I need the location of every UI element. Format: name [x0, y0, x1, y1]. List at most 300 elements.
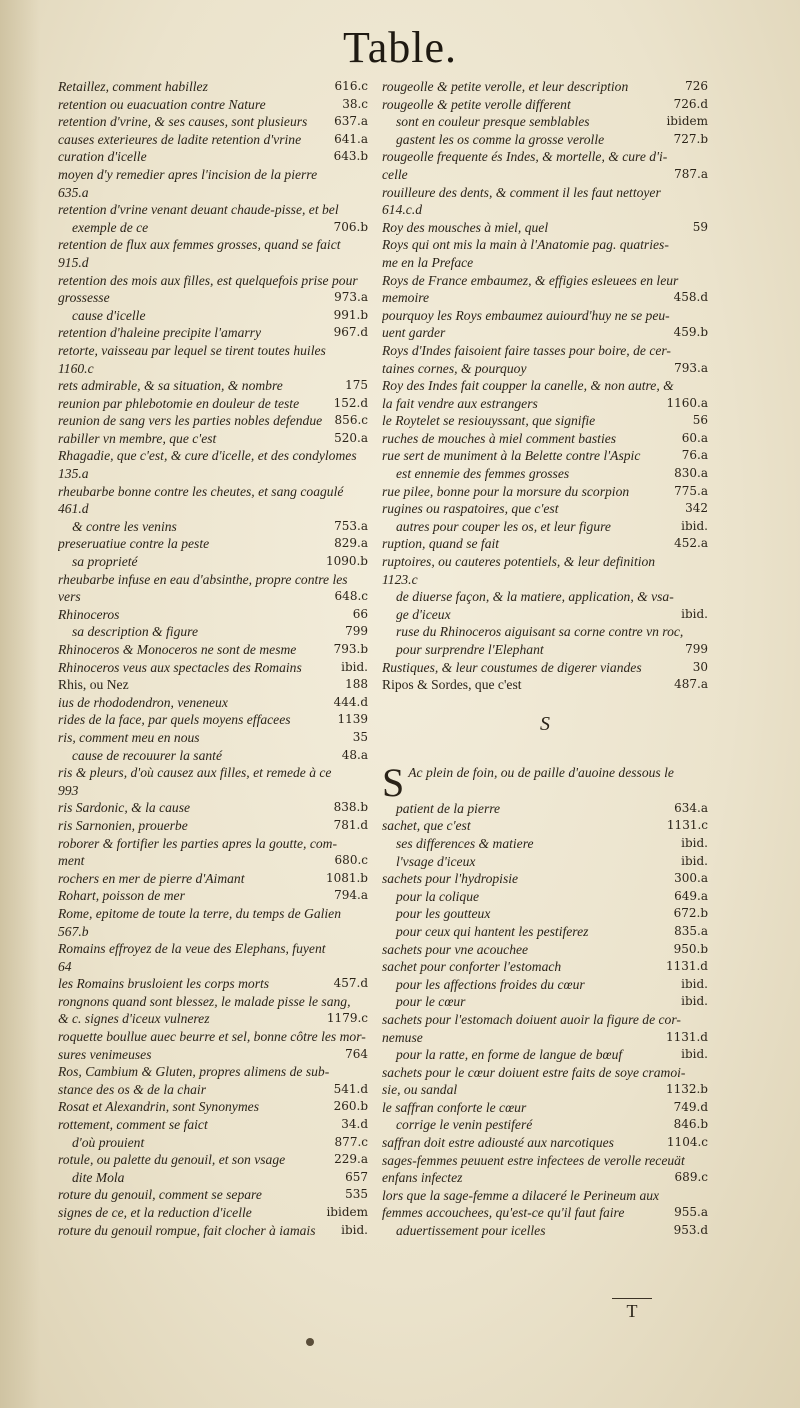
index-entry: [58, 377, 368, 395]
entry-text: pour les goutteux: [396, 906, 491, 922]
entry-text: & c. signes d'iceux vulnerez: [58, 1011, 210, 1027]
index-entry: [58, 131, 368, 149]
index-entry: [58, 1116, 368, 1134]
page-reference: 973.a: [334, 290, 368, 305]
page-reference: 152.d: [333, 395, 368, 410]
page-title: Table.: [342, 23, 458, 72]
entry-text: ris Sardonic, & la cause: [58, 800, 191, 816]
entry-text: lors que la sage-femme a dilaceré le Perineum aux: [382, 1187, 660, 1203]
index-entry: [58, 324, 368, 342]
entry-text: memoire: [382, 290, 430, 306]
index-entry: [58, 483, 368, 501]
page-reference: 487.a: [674, 677, 708, 692]
index-entry: [58, 940, 368, 958]
index-entry: [58, 694, 368, 712]
index-entry: [58, 254, 368, 272]
index-entry: [58, 641, 368, 659]
entry-text: sa description & figure: [72, 624, 198, 640]
page-reference: 829.a: [334, 536, 368, 551]
index-entry: [58, 1134, 368, 1152]
page-reference: 1132.b: [665, 1082, 708, 1097]
index-entry: [58, 623, 368, 641]
entry-text: enfans infectez: [382, 1170, 463, 1186]
entry-text: moyen d'y remedier apres l'incision de la pierre: [58, 166, 318, 182]
index-entry: [382, 571, 708, 589]
entry-text: ge d'iceux: [396, 606, 451, 622]
entry-text: ius de rhododendron, veneneux: [58, 694, 228, 710]
entry-text: Rosat et Alexandrin, sont Synonymes: [58, 1099, 259, 1115]
entry-text: celle: [382, 166, 408, 182]
index-entry: [382, 923, 708, 941]
index-entry: [382, 307, 708, 325]
entry-text: retention d'haleine precipite l'amarry: [58, 325, 262, 341]
index-entry: [382, 535, 708, 553]
index-entry: [58, 1098, 368, 1116]
entry-text: roquette boullue auec beurre et sel, bonne côtre les mor-: [58, 1029, 366, 1045]
entry-text: taines cornes, & pourquoy: [382, 360, 527, 376]
index-entry: [382, 1222, 708, 1240]
entry-text: pour la ratte, en forme de langue de bœuf: [396, 1047, 623, 1063]
page-reference: 1160.a: [666, 395, 708, 410]
page-reference: ibid.: [341, 659, 368, 674]
page-reference: ibid.: [681, 518, 708, 533]
entry-text: Roy des Indes fait coupper la canelle, & non autre, &: [382, 378, 674, 394]
entry-text: 135.a: [58, 466, 89, 482]
page-reference: 48.a: [341, 747, 368, 762]
index-entry: [58, 676, 368, 694]
entry-text: rougeolle & petite verolle, et leur description: [382, 79, 629, 94]
index-entry: [58, 236, 368, 254]
entry-text: Rome, epitome de toute la terre, du temps de Galien: [58, 905, 342, 921]
entry-text: curation d'icelle: [58, 149, 147, 165]
page-reference: 753.a: [334, 518, 368, 533]
index-entry: [58, 1169, 368, 1187]
page-reference: 781.d: [333, 817, 368, 832]
index-entry: [382, 412, 708, 430]
entry-text: 567.b: [58, 923, 89, 939]
page-reference: 680.c: [334, 853, 368, 868]
page-reference: 846.b: [673, 1117, 708, 1132]
entry-text: ris, comment meu en nous: [58, 729, 200, 745]
entry-text: rue sert de muniment à la Belette contre l'Aspic: [382, 448, 641, 464]
entry-text: & contre les venins: [72, 518, 177, 534]
entry-text: reunion de sang vers les parties nobles defendue: [58, 413, 323, 429]
entry-text: sages-femmes peuuent estre infectees de verolle receuät: [382, 1152, 685, 1168]
index-entry: [382, 166, 708, 184]
index-entry: [382, 800, 708, 818]
index-entry: [382, 976, 708, 994]
page-reference: 749.d: [673, 1099, 708, 1114]
page-reference: 30: [692, 659, 708, 674]
entry-text: patient de la pierre: [396, 800, 501, 816]
entry-text: 993: [58, 782, 79, 798]
entry-text: rabiller vn membre, que c'est: [58, 430, 217, 446]
page-reference: 38.c: [342, 96, 368, 111]
page-reference: 877.c: [334, 1134, 368, 1149]
index-entry: [58, 729, 368, 747]
index-entry: [382, 1187, 708, 1205]
page-reference: 637.a: [334, 114, 368, 129]
page-edge-shadow: [0, 0, 40, 1408]
entry-text: 915.d: [58, 254, 89, 270]
entry-text: rougeolle frequente és Indes, & mortelle, & cure d'i-: [382, 149, 668, 165]
page-reference: 56: [692, 413, 708, 428]
entry-text: Rhagadie, que c'est, & cure d'icelle, et des condylomes: [58, 448, 357, 464]
page-reference: 726.d: [673, 96, 708, 111]
entry-text: stance des os & de la chair: [58, 1081, 206, 1097]
entry-text: Rhis, ou Nez: [58, 677, 129, 693]
index-entry: [58, 958, 368, 976]
index-entry: [382, 254, 708, 272]
page-reference: 59: [692, 219, 708, 234]
entry-text: retention de flux aux femmes grosses, quand se faict: [58, 237, 341, 253]
index-entry: [382, 941, 708, 959]
index-entry: [58, 447, 368, 465]
ink-mark: [306, 1338, 314, 1346]
index-entry: [58, 852, 368, 870]
entry-text: retention d'vrine, & ses causes, sont plusieurs: [58, 114, 308, 130]
page-reference: 452.a: [674, 536, 708, 551]
index-entry: [58, 923, 368, 941]
index-entry: [382, 1011, 708, 1029]
page-reference: 188: [345, 677, 368, 692]
index-entry: [58, 764, 368, 782]
entry-text: sa proprieté: [72, 554, 138, 570]
index-entry: [382, 606, 708, 624]
entry-text: sachets pour l'hydropisie: [382, 871, 519, 887]
index-entry: [382, 236, 708, 254]
index-entry: [58, 1151, 368, 1169]
page-reference: 1131.c: [666, 818, 708, 833]
index-entry: [382, 993, 708, 1011]
page-reference: ibidem: [326, 1205, 368, 1219]
index-entry: [58, 395, 368, 413]
page-reference: 1139: [337, 712, 368, 727]
page-reference: ibid.: [341, 1222, 368, 1237]
index-entry: [382, 1204, 708, 1222]
index-entry: [58, 571, 368, 589]
entry-text: ruptoires, ou cauteres potentiels, & leur definition: [382, 554, 656, 570]
entry-text: pour surprendre l'Elephant: [396, 642, 544, 657]
page-reference: ibidem: [666, 114, 708, 129]
index-entry: [382, 289, 708, 307]
index-entry: [58, 1010, 368, 1028]
entry-text: de diuerse façon, & la matiere, application, & vsa-: [396, 589, 674, 605]
index-entry: [382, 764, 708, 800]
entry-text: causes exterieures de ladite retention d'vrine: [58, 131, 302, 147]
index-entry: [58, 817, 368, 835]
index-entry: [58, 835, 368, 853]
index-entry: [382, 219, 708, 237]
index-entry: [58, 588, 368, 606]
index-entry: [58, 870, 368, 888]
entry-text: roture du genouil rompue, fait clocher à iamais: [58, 1222, 316, 1238]
index-entry: [58, 782, 368, 800]
entry-text: 64: [58, 958, 72, 974]
page-reference: 60.a: [681, 430, 708, 445]
entry-text: Rhinoceros: [58, 606, 120, 622]
entry-text: rotule, ou palette du genouil, et son vsage: [58, 1152, 286, 1168]
entry-text: pour les affections froides du cœur: [396, 976, 585, 992]
entry-text: cause d'icelle: [72, 307, 146, 323]
index-entry: [382, 905, 708, 923]
index-entry: [382, 676, 708, 694]
entry-text: ris Sarnonien, prouerbe: [58, 817, 188, 833]
entry-text: corrige le venin pestiferé: [396, 1117, 533, 1133]
index-entry: [58, 711, 368, 729]
page-reference: ibid.: [681, 606, 708, 621]
page-reference: 300.a: [674, 871, 708, 886]
page-reference: 541.d: [333, 1081, 368, 1096]
entry-text: sures venimeuses: [58, 1046, 152, 1062]
entry-text: rides de la face, par quels moyens effacees: [58, 712, 291, 728]
entry-text: ruse du Rhinoceros aiguisant sa corne contre vn roc,: [396, 624, 684, 640]
entry-text: Rustiques, & leur coustumes de digerer viandes: [382, 659, 642, 675]
page-reference: 634.a: [674, 800, 708, 815]
entry-text: Romains effroyez de la veue des Elephans, fuyent: [58, 941, 326, 957]
page-reference: 1081.b: [325, 870, 368, 885]
index-entry: [382, 148, 708, 166]
right-index-column: [382, 78, 708, 1240]
index-entry: [382, 958, 708, 976]
entry-text: sont en couleur presque semblables: [396, 114, 590, 130]
page-reference: ibid.: [681, 835, 708, 850]
index-entry: [382, 395, 708, 413]
entry-text: sachets pour le cœur doiuent estre faits de soye cramoi-: [382, 1064, 686, 1080]
page-reference: 76.a: [681, 448, 708, 463]
page-reference: 1131.d: [665, 1029, 708, 1044]
page-reference: 34.d: [341, 1117, 368, 1132]
page-reference: ibid.: [681, 994, 708, 1009]
page-reference: 967.d: [333, 325, 368, 340]
index-entry: [382, 888, 708, 906]
entry-text: roborer & fortifier les parties apres la goutte, com-: [58, 835, 338, 851]
index-entry: [58, 201, 368, 219]
index-entry: [58, 166, 368, 184]
entry-text: grossesse: [58, 290, 110, 306]
page-reference: 458.d: [673, 290, 708, 305]
entry-text: pour ceux qui hantent les pestiferez: [396, 923, 589, 939]
index-entry: [58, 1204, 368, 1222]
index-entry: [58, 905, 368, 923]
index-entry: [58, 975, 368, 993]
index-entry: [382, 1064, 708, 1082]
page-reference: 764: [345, 1046, 368, 1061]
index-entry: [382, 1081, 708, 1099]
index-entry: [58, 412, 368, 430]
entry-text: retention des mois aux filles, est quelquefois prise pour: [58, 272, 358, 288]
entry-text: nemuse: [382, 1029, 423, 1045]
page-reference: 649.a: [674, 888, 708, 903]
page-reference: 706.b: [333, 219, 368, 234]
entry-text: Retaillez, comment habillez: [58, 79, 208, 94]
entry-text: rougeolle & petite verolle different: [382, 96, 571, 112]
index-entry: [58, 747, 368, 765]
entry-text: rongnons quand sont blessez, le malade pisse le sang,: [58, 993, 351, 1009]
entry-text: ris & pleurs, d'où causez aux filles, et remede à ce: [58, 765, 332, 781]
catchword: T: [612, 1298, 652, 1322]
page-reference: 799: [345, 624, 368, 639]
entry-text: d'où prouient: [72, 1134, 145, 1150]
index-entry: [58, 500, 368, 518]
page-reference: 726: [685, 79, 708, 93]
index-entry: [58, 96, 368, 114]
entry-text: Rhinoceros & Monoceros ne sont de mesme: [58, 642, 297, 657]
index-entry: [58, 535, 368, 553]
drop-cap: S: [382, 763, 405, 800]
entry-text: la fait vendre aux estrangers: [382, 395, 538, 411]
page-reference: 535: [345, 1187, 368, 1202]
entry-text: 635.a: [58, 184, 89, 200]
index-entry: [58, 342, 368, 360]
left-index-column: [58, 78, 368, 1239]
entry-text: autres pour couper les os, et leur figure: [396, 518, 611, 534]
entry-text: sachets pour l'estomach doiuent auoir la figure de cor-: [382, 1011, 681, 1027]
index-entry: [382, 1169, 708, 1187]
page-reference: 830.a: [674, 466, 708, 481]
page-reference: 991.b: [333, 307, 368, 322]
page-reference: 835.a: [674, 923, 708, 938]
index-entry: [58, 1028, 368, 1046]
page-reference: 641.a: [334, 131, 368, 146]
index-entry: [382, 588, 708, 606]
page-reference: 727.b: [673, 131, 708, 146]
page-reference: 794.a: [334, 888, 368, 903]
page-reference: 1104.c: [666, 1135, 708, 1150]
section-letter: S: [540, 712, 550, 735]
entry-text: ment: [58, 853, 85, 869]
entry-text: sachet, que c'est: [382, 818, 471, 834]
page-reference: 775.a: [674, 483, 708, 498]
page-reference: 953.d: [673, 1223, 708, 1238]
index-entry: [58, 993, 368, 1011]
entry-text: retention d'vrine venant deuant chaude-pisse, et bel: [58, 202, 339, 218]
index-entry: [382, 113, 708, 131]
index-entry: [382, 1152, 708, 1170]
index-entry: [58, 360, 368, 378]
index-entry: [58, 148, 368, 166]
entry-text: pour la colique: [396, 888, 480, 904]
page-reference: 459.b: [673, 325, 708, 340]
entry-text: rugines ou raspatoires, que c'est: [382, 501, 559, 517]
entry-text: sachet pour conforter l'estomach: [382, 959, 562, 975]
entry-text: exemple de ce: [72, 219, 149, 235]
index-entry: [382, 1029, 708, 1047]
index-entry: [382, 835, 708, 853]
page-reference: 950.b: [673, 941, 708, 956]
entry-text: Rohart, poisson de mer: [58, 888, 185, 904]
index-entry: [382, 324, 708, 342]
s-entries: [382, 764, 708, 1240]
entry-text: 1123.c: [382, 571, 418, 587]
index-entry: [58, 184, 368, 202]
page-reference: 229.a: [334, 1152, 368, 1167]
entry-text: ruches de mouches à miel comment basties: [382, 430, 617, 446]
index-entry: [58, 887, 368, 905]
page-reference: 342: [685, 501, 708, 516]
entry-text: saffran doit estre adiousté aux narcotiques: [382, 1135, 614, 1151]
index-entry: [58, 307, 368, 325]
entry-text: uent garder: [382, 325, 446, 341]
index-entry: [58, 1063, 368, 1081]
index-entry: [58, 113, 368, 131]
index-entry: [58, 430, 368, 448]
page-reference: 444.d: [333, 694, 368, 709]
entry-text: Roy des mousches à miel, quel: [382, 219, 549, 235]
entry-text: vers: [58, 589, 81, 605]
entry-text: rheubarbe infuse en eau d'absinthe, propre contre les: [58, 571, 348, 587]
entry-text: 461.d: [58, 501, 89, 517]
index-entry: [382, 131, 708, 149]
index-entry: [382, 623, 708, 641]
entry-text: cause de recouurer la santé: [72, 747, 222, 763]
index-entry: [58, 799, 368, 817]
entry-text: est ennemie des femmes grosses: [396, 466, 570, 482]
entry-text: 1160.c: [58, 360, 94, 376]
page-reference: 657: [345, 1169, 368, 1184]
entry-text: le saffran conforte le cœur: [382, 1099, 527, 1115]
entry-text: sachets pour vne acouchee: [382, 941, 529, 957]
entry-text: Rhinoceros veus aux spectacles des Romains: [58, 659, 302, 675]
index-entry: [58, 219, 368, 237]
page-reference: 35: [352, 729, 368, 744]
index-entry: [382, 184, 708, 202]
entry-text: les Romains brusloient les corps morts: [58, 976, 270, 992]
page-reference: ibid.: [681, 976, 708, 991]
index-entry: [382, 377, 708, 395]
page-reference: ibid.: [681, 853, 708, 868]
index-entry: [58, 606, 368, 624]
index-entry: [58, 659, 368, 677]
index-entry: [382, 78, 708, 96]
entry-text: dite Mola: [72, 1169, 125, 1185]
entry-text: Roys d'Indes faisoient faire tasses pour boire, de cer-: [382, 342, 671, 358]
index-entry: [382, 447, 708, 465]
page-reference: 793.b: [333, 642, 368, 656]
page-reference: 260.b: [333, 1099, 368, 1114]
entry-text: l'vsage d'iceux: [396, 853, 476, 869]
index-entry: [382, 870, 708, 888]
entry-text: sie, ou sandal: [382, 1082, 458, 1098]
entry-text: Ros, Cambium & Gluten, propres alimens de sub-: [58, 1064, 330, 1080]
index-entry: [382, 96, 708, 114]
page-reference: 175: [345, 378, 368, 393]
index-entry: [382, 483, 708, 501]
index-entry: [382, 659, 708, 677]
index-entry: [58, 1222, 368, 1240]
entry-text: signes de ce, et la reduction d'icelle: [58, 1205, 252, 1220]
page-reference: 648.c: [334, 589, 368, 604]
page-reference: 955.a: [674, 1205, 708, 1220]
page-reference: 1090.b: [325, 554, 368, 569]
page-reference: 856.c: [334, 413, 368, 428]
entry-text: reunion par phlebotomie en douleur de teste: [58, 395, 300, 411]
index-entry: [58, 553, 368, 571]
page-reference: 793.a: [674, 360, 708, 375]
entry-text: ruption, quand se fait: [382, 536, 500, 552]
index-entry: [382, 1134, 708, 1152]
index-entry: [382, 553, 708, 571]
entry-text: rets admirable, & sa situation, & nombre: [58, 378, 283, 394]
page-reference: 1131.d: [665, 959, 708, 974]
entry-text: le Roytelet se resiouyssant, que signifie: [382, 413, 596, 429]
entry-text: retention ou euacuation contre Nature: [58, 96, 266, 112]
index-entry: [382, 1116, 708, 1134]
entry-text: preseruatiue contre la peste: [58, 536, 210, 552]
index-entry: [382, 1099, 708, 1117]
entry-text: roture du genouil, comment se separe: [58, 1187, 262, 1203]
index-entry: [58, 1046, 368, 1064]
